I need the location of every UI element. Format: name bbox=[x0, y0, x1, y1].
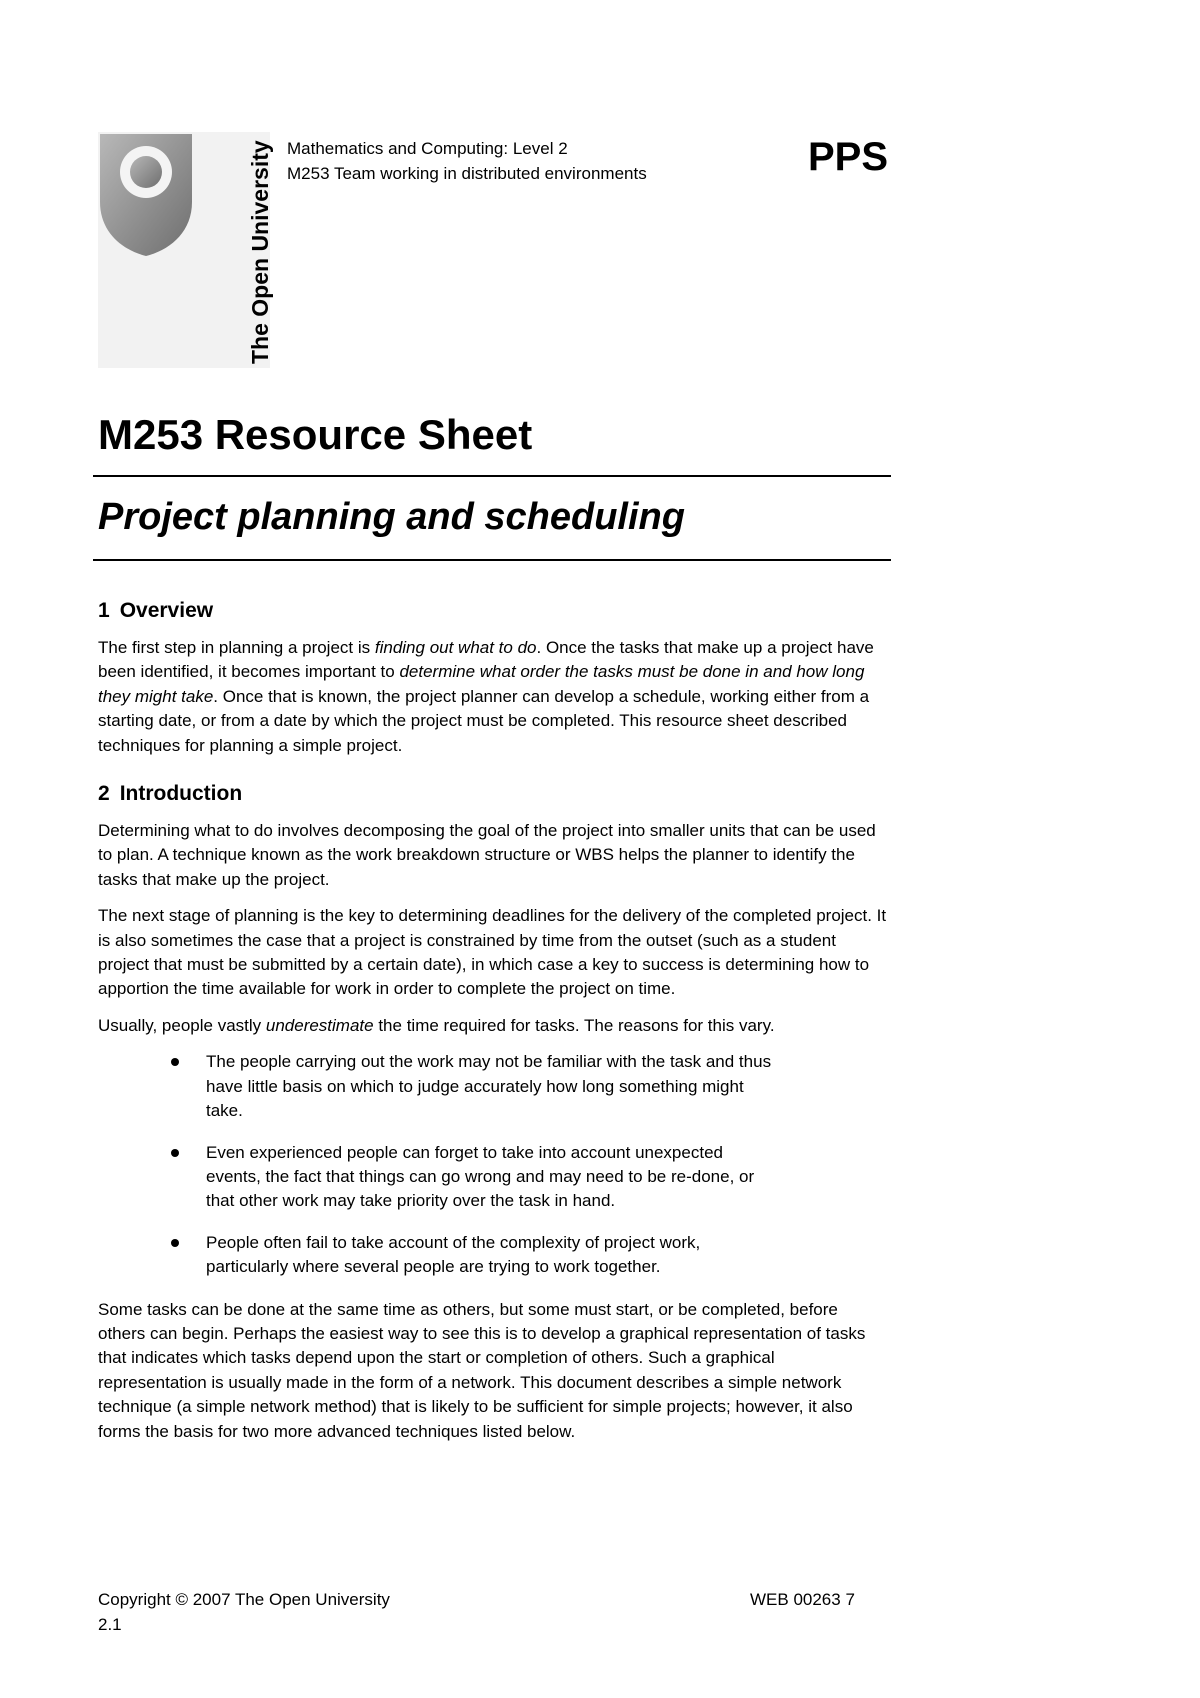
section-title: Introduction bbox=[119, 782, 243, 806]
bullet-icon bbox=[171, 1058, 179, 1066]
emphasis-text: finding out what to do bbox=[374, 638, 537, 657]
footer-left bbox=[98, 1587, 390, 1637]
list-item-text: People often fail to take account of the complexity of project work, particularly where several people are trying to work together. bbox=[206, 1232, 701, 1277]
introduction-paragraph-4: Some tasks can be done at the same time as others, but some must start, or be completed, before others can begin. Perhaps the easiest way to see this is to develop a graphical representation of tasks that indicates which tasks depend upon the start or completion of others. Such a graphical representation is usually made in the form of a network. This document describes a simple network technique (a simple network method) that is likely to be sufficient for simple projects; however, it also forms the basis for two more advanced techniques listed below. bbox=[98, 1299, 866, 1441]
section-title: Overview bbox=[119, 599, 214, 622]
title-divider bbox=[93, 475, 891, 477]
list-item-text: Even experienced people can forget to take into account unexpected events, the fact that things can go wrong and may need to be re-done, or that other work may take priority over the task in hand. bbox=[206, 1142, 755, 1211]
logo-wordmark-text: The Open University bbox=[247, 140, 273, 364]
page-subtitle: Project planning and scheduling bbox=[98, 496, 685, 538]
shield-icon bbox=[98, 132, 194, 258]
introduction-paragraph-1: Determining what to do involves decomposing the goal of the project into smaller units that can be used to plan. A technique known as the work breakdown structure or WBS helps the planner to identify the tasks that make up the project. bbox=[98, 821, 876, 889]
bullet-icon bbox=[171, 1149, 179, 1157]
text-run: . Once that is known, the project planner can develop a schedule, working either from a starting date, or from a date by which the project must be completed. This resource sheet described techniques for planning a simple project. bbox=[98, 686, 870, 755]
section-heading-overview bbox=[98, 597, 888, 625]
text-run: . Once the tasks that make up a project have been identified, it becomes important to bbox=[98, 638, 874, 682]
introduction-paragraph-3 bbox=[98, 1014, 888, 1038]
page-title: M253 Resource Sheet bbox=[98, 411, 533, 458]
list-item-text: The people carrying out the work may not be familiar with the task and thus have little basis on which to judge accurately how long something might take. bbox=[206, 1052, 772, 1121]
overview-paragraph bbox=[98, 636, 888, 758]
subject-line: Mathematics and Computing: Level 2 bbox=[287, 139, 568, 158]
section-heading-introduction bbox=[98, 780, 888, 808]
reference-number: WEB 00263 7 bbox=[750, 1590, 855, 1609]
copyright-text: Copyright © 2007 The Open University bbox=[98, 1590, 390, 1609]
text-run: The first step in planning a project is bbox=[98, 638, 375, 657]
version-text: 2.1 bbox=[98, 1615, 122, 1634]
emphasis-text: determine what order the tasks must be done in and how long they might take bbox=[98, 662, 865, 706]
document-body bbox=[98, 597, 888, 1456]
bullet-icon bbox=[171, 1239, 179, 1247]
introduction-paragraph-2: The next stage of planning is the key to determining deadlines for the delivery of the completed project. It is also sometimes the case that a project is constrained by time from the outset (such as a student project that must be submitted by a certain date), in which case a key to success is determining how to apportion the time available for work in order to complete the project on time. bbox=[98, 906, 887, 999]
list-item bbox=[98, 1050, 776, 1123]
text-run: Usually, people vastly bbox=[98, 1015, 266, 1035]
logo-wordmark bbox=[244, 132, 274, 368]
reasons-list bbox=[98, 1050, 888, 1279]
section-number: 2 bbox=[98, 782, 110, 806]
text-run: the time required for tasks. The reasons for this vary. bbox=[373, 1015, 775, 1035]
section-number: 1 bbox=[98, 599, 110, 622]
course-info bbox=[287, 136, 647, 186]
list-item bbox=[98, 1141, 776, 1214]
course-line: M253 Team working in distributed environments bbox=[287, 164, 647, 183]
subtitle-divider bbox=[93, 559, 891, 561]
emphasis-text: underestimate bbox=[265, 1015, 374, 1035]
list-item bbox=[98, 1231, 776, 1280]
document-code: PPS bbox=[808, 135, 889, 179]
